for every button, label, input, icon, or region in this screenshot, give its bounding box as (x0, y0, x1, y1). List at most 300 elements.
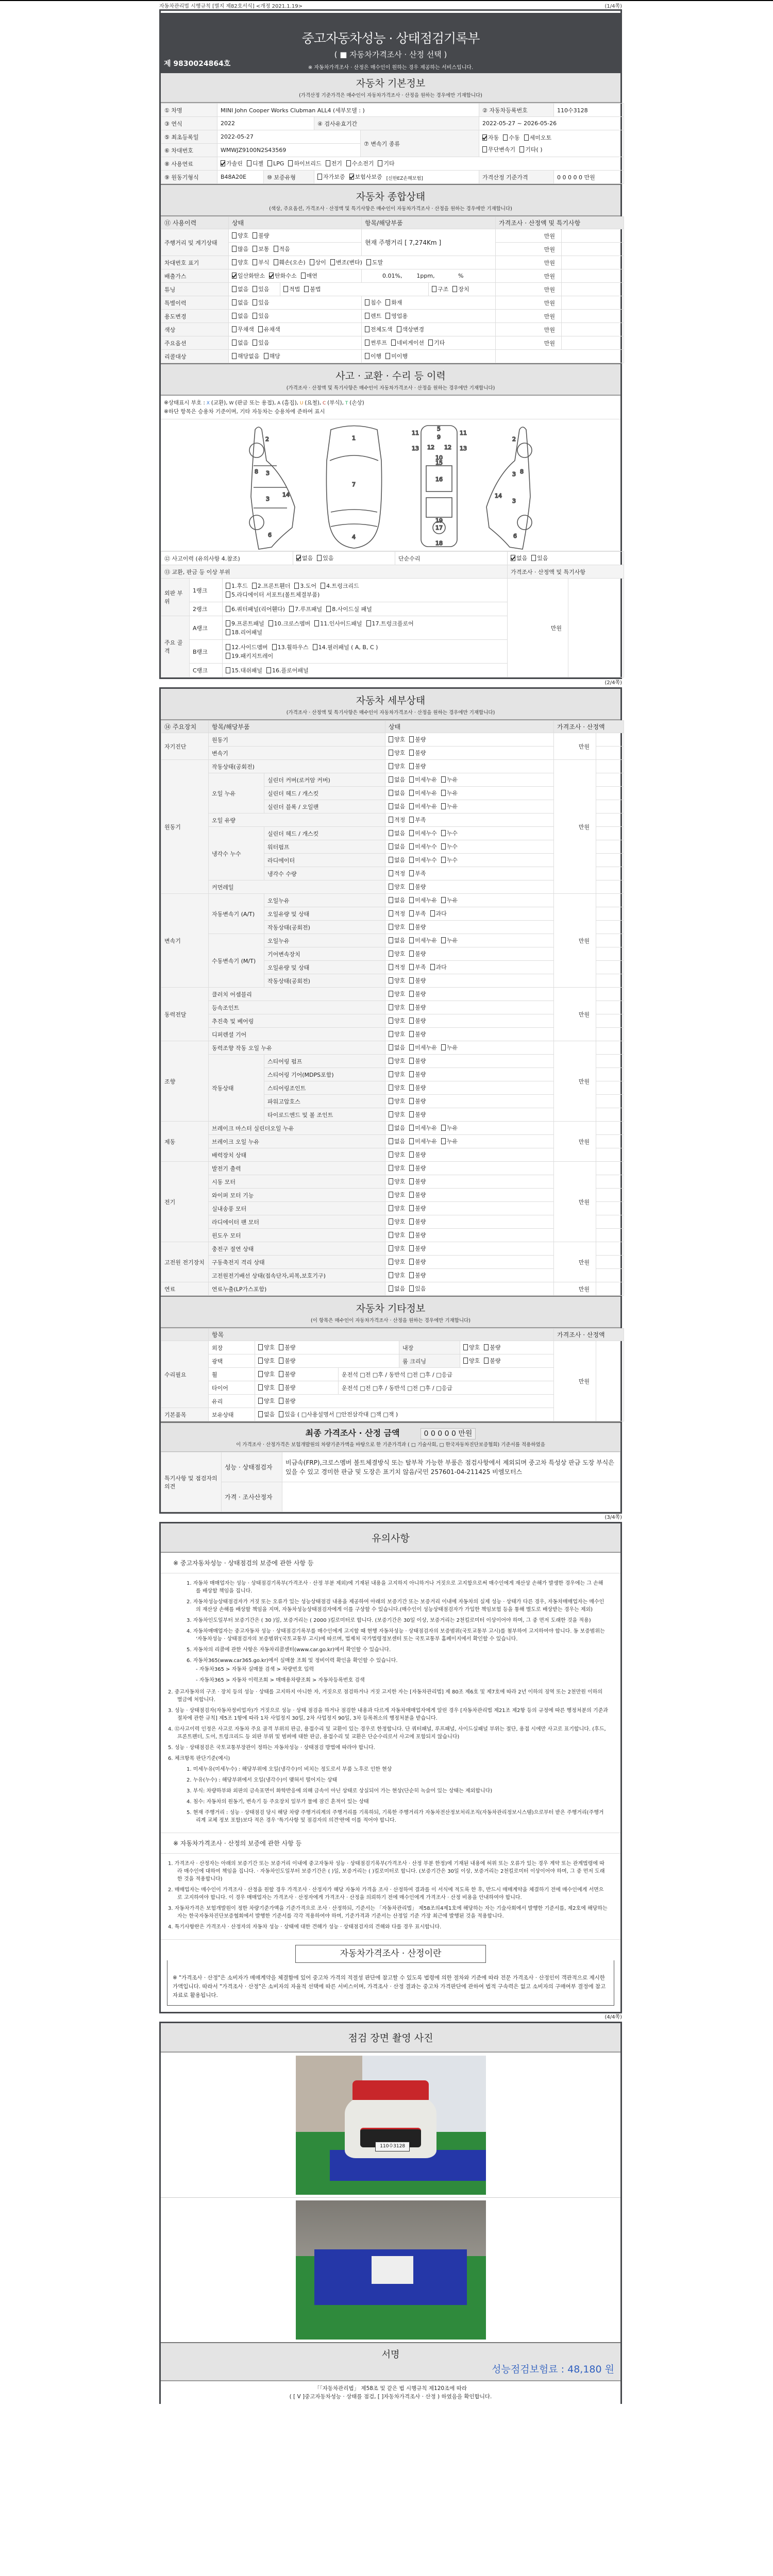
price-note[interactable] (596, 1242, 624, 1256)
checkbox-icon[interactable] (226, 583, 230, 589)
checkbox-option[interactable] (430, 963, 447, 971)
checkbox-icon[interactable] (452, 286, 457, 292)
price-note[interactable] (568, 579, 624, 677)
checkbox-option[interactable] (366, 619, 414, 628)
price-note[interactable] (596, 1001, 624, 1014)
checkbox-option[interactable] (441, 896, 458, 904)
checkbox-icon[interactable] (279, 1358, 283, 1364)
checkbox-option[interactable] (313, 643, 378, 651)
checkbox-icon[interactable] (389, 951, 393, 957)
price-note[interactable] (596, 1148, 624, 1162)
price-note[interactable] (596, 921, 624, 934)
checkbox-icon[interactable] (389, 1192, 393, 1198)
checkbox-icon[interactable] (317, 555, 322, 561)
price-note[interactable] (596, 974, 624, 988)
checkbox-icon[interactable] (365, 326, 369, 332)
checkbox-icon[interactable] (409, 1098, 414, 1104)
checkbox-option[interactable] (409, 1284, 426, 1293)
checkbox-option[interactable] (226, 643, 268, 651)
checkbox-icon[interactable] (314, 620, 319, 626)
checkbox-option[interactable] (484, 1343, 500, 1351)
checkbox-icon[interactable] (389, 736, 393, 742)
checkbox-icon[interactable] (389, 924, 393, 930)
checked-box-icon[interactable] (232, 273, 237, 279)
checkbox-option[interactable] (397, 325, 425, 333)
checkbox-icon[interactable] (385, 299, 390, 306)
checkbox-option[interactable] (389, 923, 405, 931)
checkbox-icon[interactable] (409, 937, 414, 943)
checkbox-icon[interactable] (409, 870, 414, 876)
checkbox-icon[interactable] (385, 313, 390, 319)
checkbox-option[interactable] (441, 775, 458, 784)
checkbox-option[interactable] (482, 133, 499, 142)
price-note[interactable] (596, 814, 624, 827)
checkbox-icon[interactable] (232, 259, 237, 265)
checkbox-option[interactable] (409, 1231, 426, 1239)
checkbox-icon[interactable] (365, 340, 369, 346)
checkbox-icon[interactable] (409, 1125, 414, 1131)
checkbox-icon[interactable] (409, 803, 414, 809)
checkbox-option[interactable] (409, 1124, 437, 1132)
checkbox-option[interactable] (389, 816, 405, 824)
checkbox-icon[interactable] (482, 146, 487, 152)
checkbox-icon[interactable] (432, 286, 436, 292)
checkbox-icon[interactable] (389, 1272, 393, 1278)
checkbox-icon[interactable] (389, 1098, 393, 1104)
checkbox-option[interactable] (482, 145, 515, 154)
price-note[interactable] (596, 840, 624, 854)
checkbox-option[interactable] (226, 666, 262, 674)
checkbox-icon[interactable] (389, 803, 393, 809)
checkbox-icon[interactable] (258, 1371, 263, 1377)
checkbox-icon[interactable] (503, 134, 508, 141)
checkbox-option[interactable] (365, 298, 381, 307)
checkbox-option[interactable] (452, 285, 469, 293)
checkbox-icon[interactable] (279, 1411, 283, 1417)
checkbox-option[interactable] (365, 312, 381, 320)
checkbox-icon[interactable] (409, 1058, 414, 1064)
checkbox-option[interactable] (524, 133, 552, 142)
checkbox-option[interactable] (326, 159, 342, 167)
checkbox-option[interactable] (409, 1177, 426, 1185)
checkbox-icon[interactable] (267, 160, 272, 166)
checkbox-option[interactable] (409, 762, 426, 770)
checkbox-option[interactable] (346, 159, 374, 167)
checkbox-icon[interactable] (313, 644, 317, 650)
checkbox-option[interactable] (268, 619, 311, 628)
checkbox-icon[interactable] (409, 910, 414, 917)
checkbox-option[interactable] (389, 762, 405, 770)
checkbox-option[interactable] (430, 909, 447, 918)
checkbox-option[interactable] (266, 666, 309, 674)
checkbox-icon[interactable] (389, 964, 393, 970)
checkbox-option[interactable] (409, 1244, 426, 1252)
price-note[interactable] (596, 747, 624, 760)
price-note[interactable] (596, 1028, 624, 1041)
checkbox-icon[interactable] (232, 340, 237, 346)
checkbox-icon[interactable] (330, 259, 335, 265)
checkbox-option[interactable] (409, 1097, 426, 1105)
checkbox-icon[interactable] (463, 1344, 468, 1350)
checkbox-option[interactable] (389, 789, 405, 797)
checkbox-option[interactable] (409, 1110, 426, 1118)
checkbox-icon[interactable] (288, 160, 293, 166)
price-note[interactable] (596, 934, 624, 947)
price-note[interactable] (596, 760, 624, 773)
price-note[interactable] (596, 1202, 624, 1215)
checkbox-icon[interactable] (409, 964, 414, 970)
price-note[interactable] (596, 1215, 624, 1229)
price-note[interactable] (596, 961, 624, 974)
checkbox-option[interactable] (389, 1137, 405, 1145)
checkbox-option[interactable] (389, 1244, 405, 1252)
checkbox-icon[interactable] (321, 583, 325, 589)
checkbox-icon[interactable] (253, 299, 257, 306)
price-note[interactable] (596, 1229, 624, 1242)
checkbox-icon[interactable] (301, 273, 306, 279)
checkbox-icon[interactable] (226, 629, 230, 635)
checked-box-icon[interactable] (349, 174, 354, 180)
checkbox-icon[interactable] (389, 857, 393, 863)
checkbox-icon[interactable] (389, 843, 393, 850)
checkbox-option[interactable] (283, 285, 300, 293)
checkbox-icon[interactable] (389, 1259, 393, 1265)
checkbox-option[interactable] (389, 1191, 405, 1199)
checkbox-icon[interactable] (310, 259, 314, 265)
checkbox-option[interactable] (232, 298, 248, 307)
checkbox-option[interactable] (258, 325, 280, 333)
checkbox-icon[interactable] (389, 1232, 393, 1238)
checkbox-icon[interactable] (409, 817, 414, 823)
price-note[interactable] (596, 1282, 624, 1296)
price-note[interactable] (596, 907, 624, 921)
checkbox-icon[interactable] (409, 843, 414, 850)
price-note[interactable] (596, 947, 624, 961)
checkbox-option[interactable] (389, 802, 405, 810)
checkbox-option[interactable] (389, 1231, 405, 1239)
checkbox-option[interactable] (349, 173, 382, 181)
checkbox-icon[interactable] (326, 160, 330, 166)
checkbox-icon[interactable] (389, 910, 393, 917)
checkbox-option[interactable] (389, 1124, 405, 1132)
checkbox-icon[interactable] (409, 977, 414, 984)
checkbox-option[interactable] (409, 1070, 426, 1078)
checkbox-option[interactable] (441, 1043, 458, 1052)
checkbox-icon[interactable] (365, 299, 369, 306)
checkbox-icon[interactable] (253, 340, 257, 346)
checkbox-icon[interactable] (409, 1031, 414, 1037)
checkbox-icon[interactable] (253, 259, 257, 265)
checkbox-option[interactable] (279, 1397, 295, 1405)
checkbox-option[interactable] (365, 338, 387, 347)
price-note[interactable] (596, 773, 624, 787)
checkbox-option[interactable] (389, 1177, 405, 1185)
checkbox-option[interactable] (258, 1357, 275, 1365)
checkbox-icon[interactable] (409, 1111, 414, 1117)
checkbox-option[interactable] (409, 1271, 426, 1279)
price-note[interactable] (596, 1041, 624, 1055)
checkbox-icon[interactable] (389, 1018, 393, 1024)
price-note[interactable] (596, 1175, 624, 1189)
checkbox-icon[interactable] (258, 1384, 263, 1391)
checkbox-option[interactable] (409, 1137, 437, 1145)
checkbox-option[interactable] (385, 298, 402, 307)
checkbox-icon[interactable] (389, 817, 393, 823)
checkbox-option[interactable] (409, 842, 437, 851)
checkbox-option[interactable] (409, 909, 426, 918)
checkbox-icon[interactable] (409, 830, 414, 836)
checkbox-icon[interactable] (409, 991, 414, 997)
checkbox-icon[interactable] (258, 326, 263, 332)
checkbox-option[interactable] (253, 231, 269, 240)
checkbox-option[interactable] (385, 312, 408, 320)
checkbox-option[interactable] (389, 896, 405, 904)
checkbox-option[interactable] (409, 829, 437, 837)
checkbox-option[interactable] (253, 298, 269, 307)
checkbox-icon[interactable] (232, 299, 237, 306)
checkbox-option[interactable] (232, 245, 248, 253)
checkbox-option[interactable] (274, 245, 290, 253)
checkbox-icon[interactable] (409, 1084, 414, 1091)
checkbox-icon[interactable] (279, 1398, 283, 1404)
price-note[interactable] (596, 1108, 624, 1122)
checked-box-icon[interactable] (511, 555, 515, 561)
checkbox-option[interactable] (519, 145, 542, 154)
checkbox-option[interactable] (389, 829, 405, 837)
checkbox-icon[interactable] (389, 1245, 393, 1251)
checkbox-option[interactable] (264, 352, 280, 360)
price-note[interactable] (596, 1341, 624, 1421)
checkbox-icon[interactable] (389, 790, 393, 796)
checkbox-option[interactable] (314, 619, 362, 628)
inspection-photo-front[interactable] (296, 2056, 486, 2195)
checkbox-icon[interactable] (389, 830, 393, 836)
checkbox-option[interactable] (330, 258, 362, 266)
checkbox-icon[interactable] (409, 1138, 414, 1144)
checkbox-icon[interactable] (365, 353, 369, 359)
price-note[interactable] (596, 867, 624, 880)
checkbox-icon[interactable] (274, 246, 278, 252)
checkbox-icon[interactable] (232, 246, 237, 252)
checkbox-icon[interactable] (366, 259, 371, 265)
checkbox-icon[interactable] (409, 763, 414, 769)
checkbox-icon[interactable] (279, 1384, 283, 1391)
checkbox-icon[interactable] (232, 326, 237, 332)
checkbox-icon[interactable] (441, 937, 446, 943)
checkbox-icon[interactable] (365, 313, 369, 319)
checkbox-option[interactable] (258, 1397, 275, 1405)
checkbox-option[interactable] (511, 554, 527, 562)
checkbox-option[interactable] (441, 802, 458, 810)
checkbox-option[interactable] (226, 628, 262, 636)
checkbox-option[interactable] (463, 1357, 480, 1365)
checkbox-option[interactable] (226, 590, 320, 599)
checkbox-icon[interactable] (253, 286, 257, 292)
checkbox-icon[interactable] (409, 1272, 414, 1278)
checkbox-option[interactable] (409, 990, 426, 998)
checkbox-icon[interactable] (346, 160, 351, 166)
checkbox-icon[interactable] (428, 340, 433, 346)
checkbox-icon[interactable] (378, 160, 382, 166)
checkbox-option[interactable] (258, 1343, 275, 1351)
price-note[interactable] (562, 229, 624, 243)
checkbox-option[interactable] (503, 133, 519, 142)
checkbox-option[interactable] (409, 775, 437, 784)
price-note[interactable] (596, 854, 624, 867)
price-note[interactable] (596, 988, 624, 1001)
checkbox-option[interactable] (279, 1383, 295, 1392)
checkbox-icon[interactable] (409, 884, 414, 890)
checkbox-icon[interactable] (389, 1218, 393, 1225)
checkbox-icon[interactable] (389, 1151, 393, 1158)
checkbox-icon[interactable] (389, 870, 393, 876)
checkbox-option[interactable] (232, 285, 248, 293)
checkbox-icon[interactable] (389, 763, 393, 769)
checkbox-option[interactable] (226, 619, 264, 628)
checkbox-option[interactable] (269, 272, 297, 280)
price-note[interactable] (596, 1162, 624, 1175)
checkbox-icon[interactable] (519, 146, 524, 152)
checkbox-icon[interactable] (389, 1285, 393, 1292)
checkbox-icon[interactable] (232, 286, 237, 292)
checkbox-icon[interactable] (441, 1138, 446, 1144)
checkbox-icon[interactable] (389, 1138, 393, 1144)
checkbox-option[interactable] (409, 749, 426, 757)
price-note[interactable] (596, 800, 624, 814)
checkbox-option[interactable] (441, 789, 458, 797)
checkbox-option[interactable] (304, 285, 321, 293)
checkbox-option[interactable] (409, 963, 426, 971)
checkbox-option[interactable] (232, 312, 248, 320)
checkbox-icon[interactable] (409, 1004, 414, 1010)
checkbox-icon[interactable] (430, 910, 435, 917)
checkbox-icon[interactable] (441, 803, 446, 809)
checkbox-icon[interactable] (441, 790, 446, 796)
checkbox-icon[interactable] (226, 606, 230, 612)
checkbox-option[interactable] (409, 976, 426, 985)
checkbox-icon[interactable] (389, 1058, 393, 1064)
checkbox-icon[interactable] (389, 884, 393, 890)
price-note[interactable] (596, 1189, 624, 1202)
checkbox-option[interactable] (409, 923, 426, 931)
checkbox-option[interactable] (252, 582, 291, 590)
checkbox-icon[interactable] (304, 286, 309, 292)
checkbox-icon[interactable] (247, 160, 251, 166)
checkbox-icon[interactable] (409, 1259, 414, 1265)
checkbox-option[interactable] (365, 352, 381, 360)
checked-box-icon[interactable] (482, 134, 487, 141)
checkbox-icon[interactable] (258, 1398, 263, 1404)
checkbox-icon[interactable] (317, 174, 322, 180)
checkbox-option[interactable] (389, 1258, 405, 1266)
checkbox-option[interactable] (409, 883, 426, 891)
checkbox-icon[interactable] (524, 134, 529, 141)
checkbox-option[interactable] (389, 735, 405, 743)
checkbox-icon[interactable] (226, 653, 230, 659)
price-note[interactable] (596, 1269, 624, 1282)
checkbox-option[interactable] (389, 749, 405, 757)
price-note[interactable] (596, 880, 624, 894)
checkbox-option[interactable] (389, 842, 405, 851)
checkbox-option[interactable] (409, 869, 426, 877)
checkbox-option[interactable] (441, 829, 458, 837)
checkbox-icon[interactable] (226, 667, 230, 673)
checkbox-option[interactable] (428, 338, 445, 347)
checkbox-option[interactable] (463, 1343, 480, 1351)
price-note[interactable] (562, 323, 624, 336)
checkbox-icon[interactable] (409, 924, 414, 930)
checkbox-option[interactable] (441, 936, 458, 944)
price-note[interactable] (596, 733, 624, 747)
checkbox-icon[interactable] (389, 1031, 393, 1037)
checkbox-icon[interactable] (409, 776, 414, 783)
checkbox-option[interactable] (389, 1284, 405, 1293)
checkbox-option[interactable] (389, 963, 405, 971)
price-note[interactable] (596, 787, 624, 800)
checkbox-option[interactable] (389, 1271, 405, 1279)
checkbox-option[interactable] (409, 1083, 426, 1092)
checkbox-option[interactable] (409, 789, 437, 797)
checkbox-option[interactable] (253, 285, 269, 293)
checkbox-icon[interactable] (389, 1165, 393, 1171)
checkbox-icon[interactable] (389, 1071, 393, 1077)
checkbox-option[interactable] (279, 1410, 398, 1418)
checkbox-option[interactable] (321, 582, 359, 590)
checkbox-icon[interactable] (253, 232, 257, 239)
checkbox-option[interactable] (389, 1110, 405, 1118)
checkbox-option[interactable] (226, 652, 273, 660)
checkbox-icon[interactable] (389, 897, 393, 903)
checkbox-icon[interactable] (253, 246, 257, 252)
checkbox-icon[interactable] (389, 937, 393, 943)
checkbox-icon[interactable] (326, 606, 331, 612)
checkbox-option[interactable] (378, 159, 394, 167)
checkbox-icon[interactable] (289, 606, 294, 612)
checkbox-icon[interactable] (409, 1071, 414, 1077)
checkbox-option[interactable] (258, 1410, 275, 1418)
checkbox-icon[interactable] (409, 1044, 414, 1050)
checkbox-option[interactable] (409, 950, 426, 958)
checkbox-option[interactable] (258, 1383, 275, 1392)
checkbox-option[interactable] (274, 258, 306, 266)
price-note[interactable] (562, 243, 624, 256)
checkbox-icon[interactable] (409, 1218, 414, 1225)
checkbox-icon[interactable] (409, 750, 414, 756)
checkbox-icon[interactable] (463, 1358, 468, 1364)
price-note[interactable] (596, 1068, 624, 1081)
checkbox-icon[interactable] (226, 644, 230, 650)
checkbox-icon[interactable] (389, 1044, 393, 1050)
checkbox-option[interactable] (389, 1016, 405, 1025)
checkbox-icon[interactable] (391, 340, 396, 346)
checkbox-icon[interactable] (389, 991, 393, 997)
checkbox-option[interactable] (385, 352, 408, 360)
checkbox-option[interactable] (389, 1204, 405, 1212)
checkbox-option[interactable] (409, 802, 437, 810)
checkbox-icon[interactable] (268, 620, 273, 626)
checked-box-icon[interactable] (221, 160, 225, 166)
checkbox-icon[interactable] (441, 857, 446, 863)
checkbox-option[interactable] (389, 1043, 405, 1052)
checkbox-option[interactable] (409, 1030, 426, 1038)
checkbox-option[interactable] (389, 1097, 405, 1105)
checkbox-option[interactable] (409, 936, 437, 944)
checkbox-icon[interactable] (258, 1411, 263, 1417)
checkbox-icon[interactable] (441, 830, 446, 836)
checkbox-icon[interactable] (389, 1084, 393, 1091)
checkbox-icon[interactable] (279, 1371, 283, 1377)
checkbox-icon[interactable] (294, 583, 299, 589)
